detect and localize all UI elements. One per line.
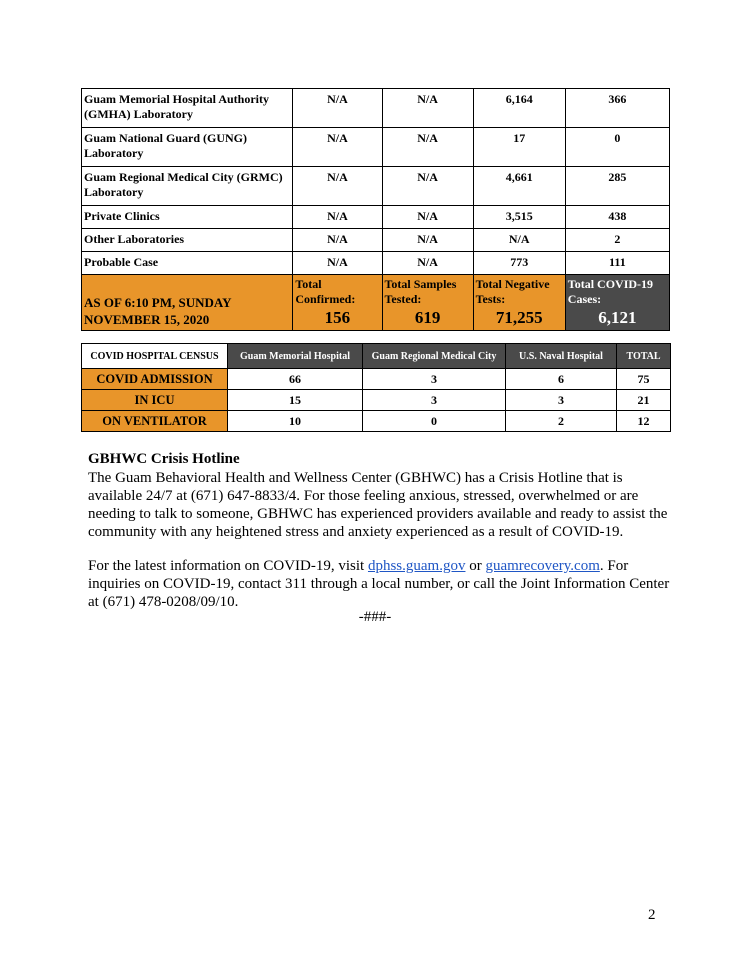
table-cell: 10 [228,411,363,432]
table-cell: 3 [506,390,617,411]
info-mid: or [465,558,486,574]
table-row [82,229,670,252]
table-cell: 6,164 [473,89,565,128]
laboratory-testing-table [81,88,670,331]
table-cell: N/A [293,167,382,206]
table-cell: 3 [363,390,506,411]
table-cell: 66 [228,369,363,390]
section-heading: GBHWC Crisis Hotline [88,451,240,467]
table-cell: 3 [363,369,506,390]
total-negative-label: Total Negative Tests: [475,277,550,306]
table-row [82,206,670,229]
table-cell: N/A [293,89,382,128]
table-cell: 2 [565,229,669,252]
table-row [82,89,670,128]
as-of-date: AS OF 6:10 PM, SUNDAY NOVEMBER 15, 2020 [82,275,293,331]
total-negative-value: 71,255 [495,308,543,327]
table-cell: 3,515 [473,206,565,229]
row-label: COVID ADMISSION [82,369,228,390]
table-row [82,390,671,411]
row-label: IN ICU [82,390,228,411]
table-cell: N/A [473,229,565,252]
table-row [82,369,671,390]
page-number: 2 [648,907,656,923]
table-cell: 438 [565,206,669,229]
table-cell: N/A [382,206,473,229]
table-cell: 4,661 [473,167,565,206]
info-prefix: For the latest information on COVID-19, visit [88,558,368,574]
total-samples-value: 619 [414,308,441,327]
lab-name: Private Clinics [82,206,293,229]
table-cell: N/A [382,128,473,167]
total-cases-value: 6,121 [598,308,637,327]
total-confirmed-cell [293,275,382,331]
total-confirmed-label: Total Confirmed: [295,277,356,306]
lab-name: Other Laboratories [82,229,293,252]
grmc-header: Guam Regional Medical City [363,344,506,369]
total-samples-label: Total Samples Tested: [384,277,457,306]
table-cell: N/A [293,229,382,252]
hotline-paragraph: The Guam Behavioral Health and Wellness Center (GBHWC) has a Crisis Hotline that is available 24/7 at (671) 647-8833/4. For those feeling anxious, stressed, overwhelmed or are needing to talk to someone, GBHWC has experienced providers available and ready to assist the community with any heightened stress and anxiety experienced as a result of COVID-19. [88,470,668,540]
table-row [82,167,670,206]
table-row [82,128,670,167]
table-cell: 75 [617,369,671,390]
table-cell: 773 [473,252,565,275]
end-mark: -###- [358,609,392,625]
guamrecovery-link[interactable]: guamrecovery.com [485,558,600,574]
table-cell: 0 [363,411,506,432]
table-cell: N/A [382,167,473,206]
info-paragraph [88,557,678,611]
table-cell: N/A [382,229,473,252]
hospital-census-table [81,343,671,432]
table-cell: 111 [565,252,669,275]
table-cell: 6 [506,369,617,390]
table-row [82,411,671,432]
table-cell: 366 [565,89,669,128]
info-suffix: . For inquiries on COVID-19, contact 311 through a local number, or call the Joint Information Center at (671) 478-0208/09/10. [88,558,670,610]
total-negative-cell [473,275,565,331]
total-cases-label: Total COVID-19 Cases: [567,277,654,306]
table-cell: 12 [617,411,671,432]
total-cases-cell [565,275,669,331]
table-cell: N/A [293,252,382,275]
table-cell: N/A [293,206,382,229]
census-header-row [82,344,671,369]
gmh-header: Guam Memorial Hospital [228,344,363,369]
total-confirmed-value: 156 [324,308,351,327]
table-cell: N/A [293,128,382,167]
lab-name: Guam Regional Medical City (GRMC) Laboratory [82,167,293,206]
totals-row [82,275,670,331]
table-cell: N/A [382,89,473,128]
table-cell: 2 [506,411,617,432]
table-cell: 21 [617,390,671,411]
lab-name: Guam Memorial Hospital Authority (GMHA) Laboratory [82,89,293,128]
row-label: ON VENTILATOR [82,411,228,432]
table-cell: 15 [228,390,363,411]
lab-name: Probable Case [82,252,293,275]
total-header: TOTAL [617,344,671,369]
table-cell: 17 [473,128,565,167]
lab-name: Guam National Guard (GUNG) Laboratory [82,128,293,167]
table-cell: 0 [565,128,669,167]
table-row [82,252,670,275]
total-samples-cell [382,275,473,331]
census-title-header: COVID HOSPITAL CENSUS [82,344,228,369]
usnh-header: U.S. Naval Hospital [506,344,617,369]
table-cell: N/A [382,252,473,275]
table-cell: 285 [565,167,669,206]
dphss-link[interactable]: dphss.guam.gov [367,558,466,574]
